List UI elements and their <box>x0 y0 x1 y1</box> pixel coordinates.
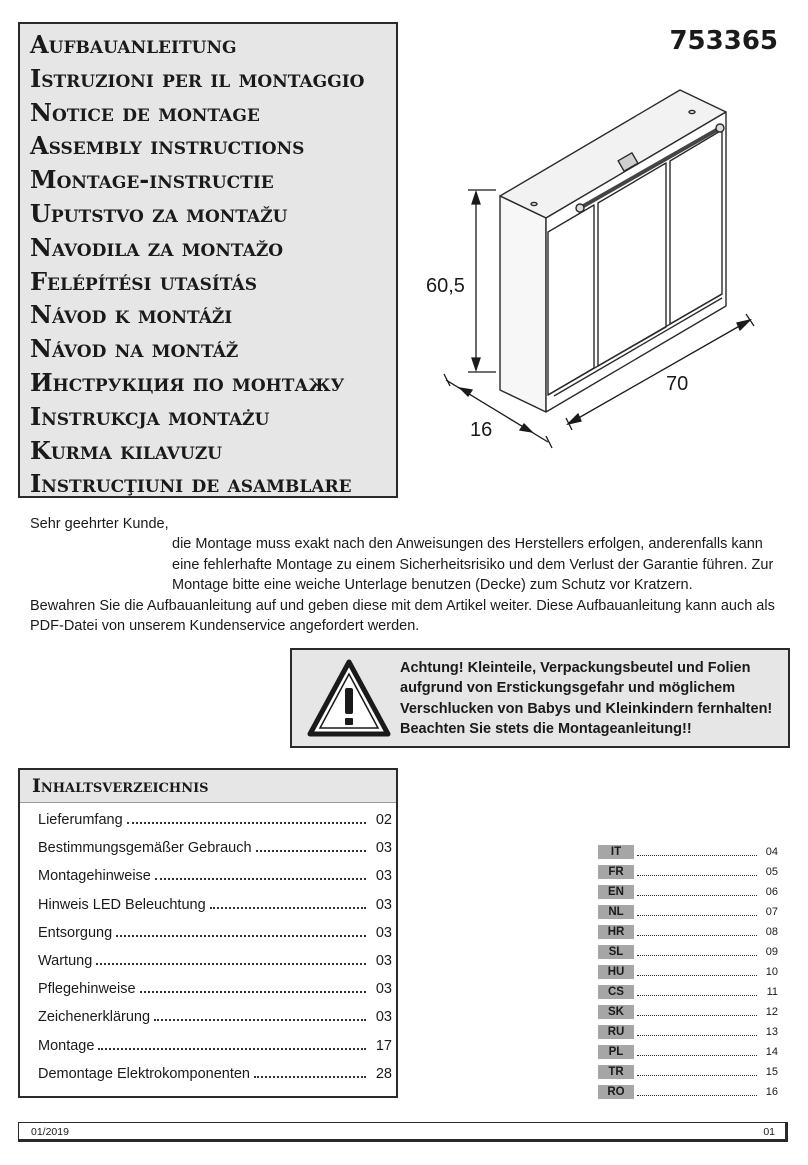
language-item <box>598 922 778 942</box>
toc-box <box>18 768 398 1098</box>
language-index <box>598 842 778 1102</box>
language-page: 11 <box>766 986 778 998</box>
warning-triangle-icon <box>306 658 392 740</box>
toc-item-page: 03 <box>375 868 392 885</box>
toc-item-page: 03 <box>375 1009 392 1026</box>
intro-greeting: Sehr geehrter Kunde, <box>30 516 169 532</box>
language-page: 16 <box>765 1086 778 1098</box>
language-item <box>598 1062 778 1082</box>
toc-item <box>38 981 392 1009</box>
toc-item <box>38 812 392 840</box>
toc-item-page: 03 <box>375 952 392 969</box>
toc-item-page: 03 <box>375 840 392 857</box>
toc-item-page: 28 <box>375 1065 392 1082</box>
toc-item <box>38 953 392 981</box>
dimension-depth-label: 16 <box>470 419 493 441</box>
language-item <box>598 1002 778 1022</box>
language-item <box>598 982 778 1002</box>
title-ru: Инструкция по монтажу <box>30 367 345 397</box>
language-item <box>598 1042 778 1062</box>
title-sk: Návod na montáž <box>30 334 239 364</box>
language-item <box>598 842 778 862</box>
toc-item-label: Montagehinweise <box>38 868 151 885</box>
language-code: NL <box>598 905 634 919</box>
language-item <box>598 902 778 922</box>
toc-item-page: 02 <box>375 812 392 828</box>
footer <box>18 1122 788 1142</box>
cabinet-door-left <box>548 205 594 395</box>
language-code: PL <box>598 1045 634 1059</box>
language-code: SK <box>598 1005 634 1019</box>
language-code: SL <box>598 945 634 959</box>
toc-item-label: Wartung <box>38 952 93 969</box>
toc-item-label: Bestimmungsgemäßer Gebrauch <box>38 840 252 857</box>
toc-item-label: Entsorgung <box>38 924 113 941</box>
cabinet-door-right <box>670 130 722 324</box>
language-item <box>598 942 778 962</box>
language-page: 05 <box>765 866 778 878</box>
article-number: 753365 <box>669 26 778 56</box>
language-item <box>598 862 778 882</box>
toc-item-page: 17 <box>375 1037 392 1054</box>
language-code: IT <box>598 845 634 859</box>
cabinet-drawing <box>408 84 768 454</box>
warning-text: Achtung! Kleinteile, Verpackungsbeutel und Folien aufgrund von Erstickungsgefahr und möglichem Verschlucken von Babys und Kleinkindern fernhalten! Beachten Sie stets die Montageanleitung!! <box>400 660 773 738</box>
title-box <box>18 22 398 498</box>
title-pl: Instrukcja montażu <box>30 401 270 431</box>
language-page: 04 <box>765 846 778 858</box>
toc-item <box>38 868 392 896</box>
toc-item-page: 03 <box>375 981 392 998</box>
language-page: 13 <box>765 1026 778 1038</box>
dimension-height-label: 60,5 <box>426 275 465 297</box>
title-sl: Navodila za montažo <box>30 232 284 262</box>
dimension-width-label: 70 <box>666 373 689 395</box>
language-code: CS <box>598 985 634 999</box>
language-page: 07 <box>765 906 778 918</box>
language-code: EN <box>598 885 634 899</box>
language-code: TR <box>598 1065 634 1079</box>
toc-item <box>38 925 392 953</box>
toc-item <box>38 1009 392 1037</box>
intro-paragraph-1: die Montage muss exakt nach den Anweisungen des Herstellers erfolgen, anderenfalls kann eine fehlerhafte Montage zu einem Sicherheitsrisiko und dem Verlust der Garantie führen. Zur Montage bitte eine weiche Unterlage benutzen (Decke) zum Schutz vor Kratzern. <box>172 536 774 594</box>
title-ro: Instrucţiuni de asamblare <box>30 469 352 499</box>
language-item <box>598 1082 778 1102</box>
language-code: HR <box>598 925 634 939</box>
toc-item <box>38 1066 392 1094</box>
toc-item-label: Pflegehinweise <box>38 981 136 998</box>
title-hr: Uputstvo za montažu <box>30 198 288 228</box>
language-page: 15 <box>765 1066 778 1078</box>
toc-list <box>38 812 392 1094</box>
language-code: RU <box>598 1025 634 1039</box>
toc-item-page: 03 <box>375 896 392 913</box>
title-de: Aufbauanleitung <box>30 30 237 59</box>
footer-date: 01/2019 <box>31 1126 69 1138</box>
toc-item-page: 03 <box>375 924 392 941</box>
footer-page-number: 01 <box>763 1126 775 1138</box>
language-page: 08 <box>765 926 778 938</box>
toc-item-label: Zeichenerklärung <box>38 1009 151 1026</box>
title-tr: Kurma kilavuzu <box>30 435 223 465</box>
toc-item-label: Montage <box>38 1037 95 1054</box>
toc-item <box>38 1038 392 1066</box>
toc-item-label: Hinweis LED Beleuchtung <box>38 896 206 913</box>
cabinet-left-side <box>500 196 546 412</box>
language-code: FR <box>598 865 634 879</box>
title-hu: Felépítési utasítás <box>30 266 257 296</box>
language-item <box>598 962 778 982</box>
language-page: 10 <box>765 966 778 978</box>
language-page: 06 <box>765 886 778 898</box>
title-cs: Návod k montáži <box>30 300 233 330</box>
intro-paragraph-2: Bewahren Sie die Aufbauanleitung auf und geben diese mit dem Artikel weiter. Diese Aufbauanleitung kann auch als PDF-Datei von unserem Kundenservice angefordert werden. <box>30 597 775 635</box>
warning-box <box>290 648 790 748</box>
title-nl: Montage-instructie <box>30 165 274 195</box>
language-page: 09 <box>765 946 778 958</box>
toc-item-label: Lieferumfang <box>38 812 123 828</box>
title-en: Assembly instructions <box>30 131 305 161</box>
language-item <box>598 1022 778 1042</box>
toc-title: Inhaltsverzeichnis <box>20 770 396 803</box>
language-item <box>598 882 778 902</box>
language-code: HU <box>598 965 634 979</box>
language-code: RO <box>598 1085 634 1099</box>
toc-item <box>38 897 392 925</box>
language-page: 12 <box>765 1006 778 1018</box>
intro-text <box>30 514 790 636</box>
title-fr: Notice de montage <box>30 97 260 127</box>
title-it: Istruzioni per il montaggio <box>30 63 365 93</box>
toc-item-label: Demontage Elektrokomponenten <box>38 1065 250 1082</box>
language-page: 14 <box>765 1046 778 1058</box>
toc-item <box>38 840 392 868</box>
